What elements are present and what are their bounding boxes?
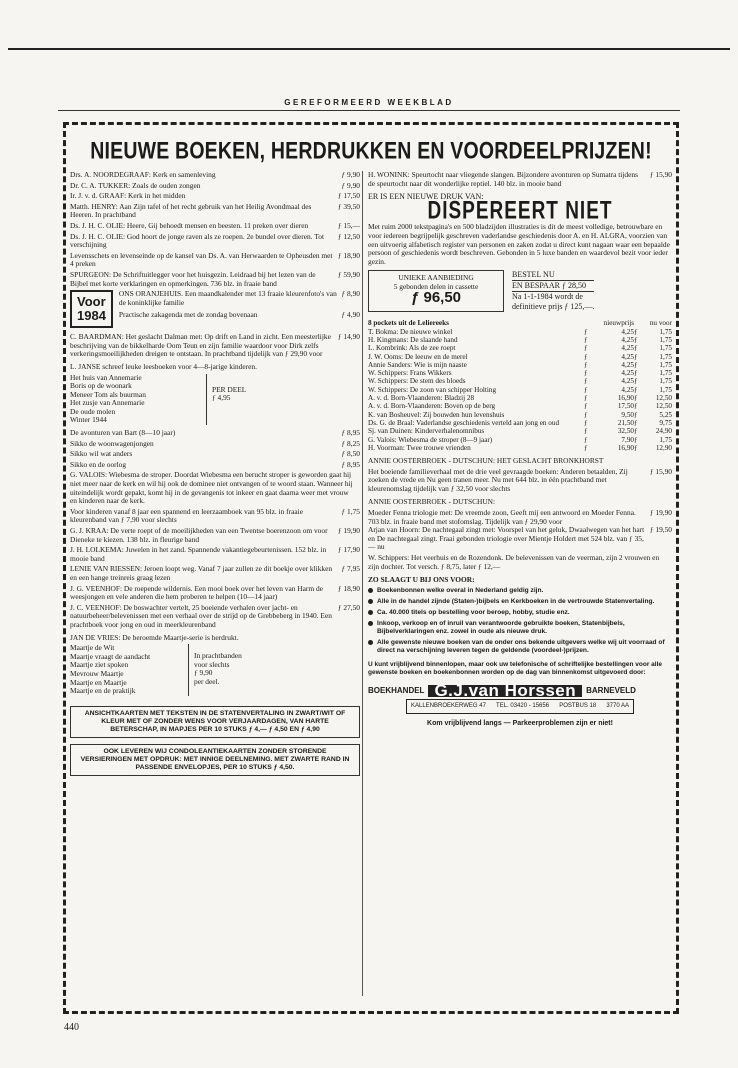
pocket-row xyxy=(368,394,672,402)
janse-intro: L. JANSE schreef leuke leesboeken voor 4—8-jarige kinderen. xyxy=(70,361,257,371)
left-column xyxy=(70,171,360,776)
pocket-now-price: 1,75 xyxy=(659,360,672,369)
pocket-new-price: 4,25 xyxy=(621,377,634,386)
agenda-entry xyxy=(119,311,360,320)
pocket-title: T. Bokma: De nieuwe winkel xyxy=(368,327,453,336)
florin-sign: ƒ xyxy=(634,360,638,369)
col-new-price: nieuwprijs xyxy=(603,319,634,328)
book-entry-price: ƒ 15,— xyxy=(337,220,360,230)
bart-entry-price: ƒ 8,25 xyxy=(341,438,360,448)
pocket-row xyxy=(368,419,672,427)
book-entry-price: ƒ 39,50 xyxy=(337,201,360,211)
book-entry-price: ƒ 9,90 xyxy=(341,170,360,179)
pocket-row xyxy=(368,336,672,344)
col-now-price: nu voor xyxy=(649,319,672,328)
florin-sign: ƒ xyxy=(634,385,638,394)
dispereert-description: Met ruim 2000 tekstpagina's en 500 bladzijden illustraties is dit de meest volledige, betrouwbare en voor iedereen begrijpelijk geschreven vaderlandse geschiedenis door A. en H. ALGRA, voorzien van een uitvoerig alfabetisch register van personen en zaken zodat u direct kunt nagaan waar een bepaalde persoon of geschiedenis wordt beschreven. Gebonden in 5 luxe banden en waardevol bezit voor ieder gezin. xyxy=(368,222,670,266)
postcode: 3770 AA xyxy=(606,703,629,710)
book-entry-price: ƒ 9,90 xyxy=(341,180,360,190)
florin-sign: ƒ xyxy=(634,418,638,427)
book-entry xyxy=(368,554,672,571)
florin-sign: ƒ xyxy=(634,377,638,386)
book-entry-text: Ds. J. H. C. OLIE: Heere, Gij behoedt mensen en beesten. 11 preken over dieren xyxy=(70,220,309,230)
maartje-side-line: In prachtbanden xyxy=(194,651,242,661)
florin-sign: ƒ xyxy=(634,427,638,436)
book-entry-text: LENIE VAN RIESSEN: Jeroen loopt weg. Vanaf 7 jaar zullen ze dit boekje over klikken en een hange treinreis graag lezen xyxy=(70,564,333,582)
pockets-table xyxy=(368,319,672,452)
order-info: U kunt vrijblijvend binnenlopen, maar ook uw telefonische of schriftelijke bestellingen voor alle gewenste boeken en boekenbonnen worden op de dag van binnenkomst uitgevoerd door: xyxy=(368,660,663,676)
book-entry-price: ƒ 27,50 xyxy=(337,602,360,612)
florin-sign: ƒ xyxy=(584,427,588,436)
bart-entry-text: Sikko en de oorlog xyxy=(70,459,127,469)
top-rule xyxy=(8,48,730,50)
bart-entry-price: ƒ 8,95 xyxy=(341,459,360,469)
maartje-title: Maartje de Wit xyxy=(70,643,115,653)
bart-entry xyxy=(70,461,360,470)
pocket-title: W. Schippers: De stem des bloeds xyxy=(368,377,466,386)
left-more-list xyxy=(70,471,360,629)
book-entry-text: J. C. VEENHOF: De boswachter vertelt, 25 boeiende verhalen over jacht- en natuurbeheer/belevenissen met een verhaal over de strijd op de Grebbeberg in 1940. Een prachtboek voor jong en oud in meerkleurenband xyxy=(70,602,332,629)
voor-1984-block xyxy=(70,290,360,328)
annie1-price: ƒ 15,90 xyxy=(649,466,672,476)
pocket-now-price: 1,75 xyxy=(659,435,672,444)
year-label: 1984 xyxy=(77,308,106,324)
pocket-now-price: 1,75 xyxy=(659,352,672,361)
services-list xyxy=(368,587,672,655)
pocket-now-price: 5,25 xyxy=(659,410,672,419)
pocket-title: G. Valois: Wiebesma de stroper (8—9 jaar) xyxy=(368,435,493,444)
florin-sign: ƒ xyxy=(584,344,588,353)
florin-sign: ƒ xyxy=(634,369,638,378)
pocket-row xyxy=(368,344,672,352)
florin-sign: ƒ xyxy=(584,418,588,427)
service-text: Boekenbonnen welke overal in Nederland geldig zijn. xyxy=(377,586,544,594)
florin-sign: ƒ xyxy=(584,410,588,419)
janse-title: De oude molen xyxy=(70,406,116,416)
book-entry-text: Matth. HENRY: Aan Zijn tafel of het recht gebruik van het Heilig Avondmaal des Heeren. In prachtband xyxy=(70,201,312,220)
service-item xyxy=(368,639,672,655)
calendar-price: ƒ 8,90 xyxy=(341,289,360,299)
florin-sign: ƒ xyxy=(634,352,638,361)
voor-1984-label xyxy=(70,290,113,328)
maartje-title: Maartje en Maartje xyxy=(70,677,127,687)
column-divider xyxy=(362,171,363,996)
service-item xyxy=(368,609,672,617)
pocket-new-price: 7,90 xyxy=(621,435,634,444)
right-more-list xyxy=(368,526,672,571)
bart-entry-price: ƒ 8,50 xyxy=(341,449,360,459)
bullet-icon xyxy=(368,610,373,615)
book-entry-price: ƒ 7,95 xyxy=(341,564,360,574)
per-deel-price: ƒ 4,95 xyxy=(212,393,231,403)
pocket-new-price: 16,90 xyxy=(617,443,634,452)
pocket-row xyxy=(368,444,672,452)
pocket-new-price: 17,50 xyxy=(617,402,634,411)
florin-sign: ƒ xyxy=(634,335,638,344)
pocket-title: H. Kingmans: De slaande hand xyxy=(368,335,458,344)
book-entry xyxy=(70,585,360,602)
book-entry xyxy=(70,171,360,180)
book-entry-text: SPURGEON: De Schriftuitlegger voor het huisgezin. Leidraad bij het lezen van de Bijbel met korte verklaringen en opmerkingen. 736 blz. in fraaie band xyxy=(70,269,316,288)
maartje-side-line: ƒ 9,90 xyxy=(194,668,213,678)
pocket-title: A. v. d. Born-Vlaanderen: Boven op de berg xyxy=(368,402,496,411)
maartje-title: Maartje en de praktijk xyxy=(70,686,136,696)
pocket-title: W. Schippers: De zoon van schipper Holting xyxy=(368,385,497,394)
pockets-title: 8 pockets uit de Leliereeks xyxy=(368,319,449,328)
masthead-rule xyxy=(58,110,680,111)
book-entry xyxy=(70,508,360,525)
book-entry xyxy=(368,526,672,552)
florin-sign: ƒ xyxy=(634,344,638,353)
maartje-title: Maartje vraagt de aandacht xyxy=(70,651,151,661)
bullet-icon xyxy=(368,640,373,645)
book-entry-price: ƒ 19,90 xyxy=(337,526,360,535)
pocket-new-price: 4,25 xyxy=(621,335,634,344)
bart-entry xyxy=(70,450,360,459)
postbus: POSTBUS 18 xyxy=(559,703,597,710)
wonink-price: ƒ 15,90 xyxy=(649,170,672,179)
book-entry-text: Ds. J. H. C. OLIE: God hoort de jonge raven als ze roepen. 2e bundel over dieren. Tot verschijning xyxy=(70,231,325,250)
florin-sign: ƒ xyxy=(584,377,588,386)
masthead: GEREFORMEERD WEEKBLAD xyxy=(284,98,454,107)
service-text: Inkoop, verkoop en of inruil van verantwoorde gebruikte boeken, Statenbijbels, Bijbelverklaringen enz. zowel in oude als nieuwe druk. xyxy=(377,619,625,635)
pocket-title: L. Kombrink: Als de zee roept xyxy=(368,344,456,353)
pocket-title: W. Schippers: Frans Wikkers xyxy=(368,369,452,378)
baardman-text: C. BAARDMAN: Het geslacht Dalman met: Op drift en Land in zicht. Een meesterlijke beschrijving van de bikkelharde Oom Teun en zijn familie waardoor voor Dirk zelfs verkeringsmoeilijkheden dreigen te ontstaan. In prachtband tijdelijk van ƒ 29,90 voor xyxy=(70,332,331,359)
pocket-now-price: 1,75 xyxy=(659,327,672,336)
pocket-now-price: 12,90 xyxy=(655,443,672,452)
pocket-now-price: 24,90 xyxy=(655,427,672,436)
book-entry xyxy=(70,222,360,231)
calendar-text: ONS ORANJEHUIS. Een maandkalender met 13 fraaie kleurenfoto's van de koninklijke familie xyxy=(118,289,337,307)
book-entry xyxy=(70,471,360,505)
telephone: TEL. 03420 - 15656 xyxy=(496,703,550,710)
florin-sign: ƒ xyxy=(634,435,638,444)
pocket-new-price: 32,50 xyxy=(617,427,634,436)
page-number: 440 xyxy=(64,1022,79,1033)
logo-left: BOEKHANDEL xyxy=(368,685,425,695)
bart-book-list xyxy=(70,429,360,469)
florin-sign: ƒ xyxy=(584,369,588,378)
save-amount: EN BESPAAR ƒ 28,50 xyxy=(512,280,594,292)
calendar-entry xyxy=(119,290,360,307)
florin-sign: ƒ xyxy=(584,327,588,336)
pocket-new-price: 4,25 xyxy=(621,352,634,361)
book-entry-text: Ir. J. v. d. GRAAF: Kerk in het midden xyxy=(70,191,186,201)
pocket-now-price: 12,50 xyxy=(655,394,672,403)
annie2-title: ANNIE OOSTERBROEK - DUTSCHUN: xyxy=(368,497,496,507)
voor-label: Voor xyxy=(77,294,106,310)
florin-sign: ƒ xyxy=(584,435,588,444)
book-entry xyxy=(70,271,360,288)
book-entry-text: Arjan van Hoorn: De nachtegaal zingt met: Voorspel van het geluk, Dwaalwegen van het hart en De nachtegaal zingt. Fraai gebonden triologie over Mientje Holdert met 524 blz. van ƒ 35,— nu xyxy=(368,525,645,552)
florin-sign: ƒ xyxy=(634,327,638,336)
book-entry-price: ƒ 17,50 xyxy=(337,191,360,201)
service-item xyxy=(368,587,672,595)
service-text: Alle in de handel zijnde (Staten-)bijbels en Kerkboeken in de vertrouwde Statenvertaling. xyxy=(377,597,655,605)
bullet-icon xyxy=(368,599,373,604)
florin-sign: ƒ xyxy=(634,394,638,403)
address-bar xyxy=(406,699,634,714)
book-entry-price: ƒ 59,90 xyxy=(337,269,360,279)
florin-sign: ƒ xyxy=(584,443,588,452)
headline: NIEUWE BOEKEN, HERDRUKKEN EN VOORDEELPRIJZEN! xyxy=(90,137,652,165)
bart-entry-text: De avonturen van Bart (8—10 jaar) xyxy=(70,428,176,438)
pocket-row xyxy=(368,427,672,435)
baardman-entry xyxy=(70,333,360,359)
janse-title: Boris op de woonark xyxy=(70,381,132,391)
services-heading: ZO SLAAGT U BIJ ONS VOOR: xyxy=(368,575,475,585)
pocket-row xyxy=(368,353,672,361)
unique-offer-price: ƒ 96,50 xyxy=(410,288,462,306)
pocket-new-price: 4,25 xyxy=(621,327,634,336)
florin-sign: ƒ xyxy=(584,402,588,411)
maartje-price-note xyxy=(188,644,242,696)
janse-title: Winter 1944 xyxy=(70,415,107,425)
pocket-new-price: 21,50 xyxy=(617,418,634,427)
pocket-title: Annie Sanders: Wie is mijn naaste xyxy=(368,360,467,369)
book-entry xyxy=(70,233,360,250)
pocket-now-price: 1,75 xyxy=(659,344,672,353)
pocket-row xyxy=(368,402,672,410)
shop-logo xyxy=(368,680,672,700)
per-deel-label: PER DEEL xyxy=(212,384,247,394)
right-column xyxy=(368,171,672,729)
janse-title: Het huis van Annemarie xyxy=(70,372,142,382)
maartje-side-line: per deel. xyxy=(194,676,220,686)
pocket-new-price: 4,25 xyxy=(621,385,634,394)
bart-entry-text: Sikko de woonwagenjongen xyxy=(70,438,154,448)
florin-sign: ƒ xyxy=(634,410,638,419)
book-entry-price: ƒ 12,50 xyxy=(337,231,360,241)
pocket-title: J. W. Ooms: De leeuw en de merel xyxy=(368,352,468,361)
logo-right: BARNEVELD xyxy=(586,685,636,695)
janse-title: Meneer Tom als buurman xyxy=(70,389,146,399)
florin-sign: ƒ xyxy=(584,335,588,344)
pocket-title: Sj. van Duinen: Kinderverhalenomnibus xyxy=(368,427,485,436)
book-entry-price: ƒ 18,90 xyxy=(337,583,360,593)
tagline: Kom vrijblijvend langs — Parkeerproblemen zijn er niet! xyxy=(427,720,613,727)
pocket-row xyxy=(368,377,672,385)
pocket-title: Ds. G. de Braal: Vaderlandse geschiedenis verteld aan jong en oud xyxy=(368,418,560,427)
bullet-icon xyxy=(368,588,373,593)
book-entry-text: Dr. C. A. TUKKER: Zoals de ouden zongen xyxy=(70,180,201,190)
wonink-entry xyxy=(368,171,672,188)
bart-entry-price: ƒ 8,95 xyxy=(341,428,360,438)
bart-entry xyxy=(70,429,360,438)
offer-block xyxy=(368,270,672,312)
maartje-title: Mevrouw Maartje xyxy=(70,668,124,678)
annie1-entry xyxy=(368,468,672,494)
new-edition-heading: ER IS EEN NIEUWE DRUK VAN: xyxy=(368,192,484,202)
annie1-text: Het boeiende familieverhaal met de drie veel gevraagde boeken: Anderen betaalden, Zij zoeken de vrede en Nu geen tranen meer. Nu met 644 blz. in één prachtband met kleurenomslag tijdelijk van ƒ 32,50 voor slechts xyxy=(368,466,628,493)
maartje-title: Maartje ziet spoken xyxy=(70,660,129,670)
book-entry-text: G. J. KRAA: De verte roept of de moeilijkheden van een Twentse boerenzoon om voor Dieneke te kiezen. 138 blz. in fleurige band xyxy=(70,526,328,544)
janse-title: Het zusje van Annemarie xyxy=(70,398,145,408)
pocket-new-price: 4,25 xyxy=(621,369,634,378)
annie1-title: ANNIE OOSTERBROEK - DUTSCHUN: HET GESLACHT BRONKHORST xyxy=(368,456,604,466)
book-entry xyxy=(70,192,360,201)
book-entry-price: ƒ 1,75 xyxy=(341,506,360,516)
pocket-now-price: 1,75 xyxy=(659,335,672,344)
maartje-block xyxy=(70,644,360,696)
definitive-price-note: Na 1-1-1984 wordt de xyxy=(512,292,583,302)
pocket-row xyxy=(368,411,672,419)
service-item xyxy=(368,620,672,636)
pocket-title: H. Voorman: Twee trouwe vrienden xyxy=(368,443,471,452)
condoleance-box: OOK LEVEREN WIJ CONDOLEANTIEKAARTEN ZONDER STORENDE VERSIERINGEN MET OPDRUK: MET INNIGE DEELNEMING. MET ZWARTE RAND IN PASSENDE ENVELOPJES, PER 10 STUKS ƒ 4,50. xyxy=(70,744,360,776)
book-entry-price: ƒ 18,90 xyxy=(337,250,360,260)
annie2-price: ƒ 19,90 xyxy=(649,508,672,518)
street: KALLENBROEKERWEG 47 xyxy=(411,703,486,710)
book-entry xyxy=(70,565,360,582)
order-now: BESTEL NU xyxy=(512,270,555,280)
pocket-row xyxy=(368,361,672,369)
pocket-now-price: 1,75 xyxy=(659,369,672,378)
dispereert-title: DISPEREERT NIET xyxy=(427,197,613,225)
book-entry-text: G. VALOIS: Wiebesma de stroper. Doordat Wiebesma een berucht stroper is geworden gaat hij niet meer naar de kerk en wil hij ook de dominee niet ontvangen of te woord staan. Wanneer hij uiteindelijk wordt gepakt, komt hij in de gevangenis tot inkeer en gaat daarna weer met vrouw en kinderen naar de kerk. xyxy=(70,470,353,506)
florin-sign: ƒ xyxy=(584,360,588,369)
unique-offer-title: UNIEKE AANBIEDING xyxy=(398,273,474,283)
bart-entry-text: Sikko wil wat anders xyxy=(70,449,133,459)
book-entry-text: Levensschets en levenseinde op de kansel van Ds. A. van Herwaarden te Opheusden met 4 preken xyxy=(70,250,333,269)
maartje-intro: JAN DE VRIES: De beroemde Maartje-serie is herdrukt. xyxy=(70,632,239,642)
florin-sign: ƒ xyxy=(584,352,588,361)
service-item xyxy=(368,598,672,606)
pocket-new-price: 16,90 xyxy=(617,394,634,403)
florin-sign: ƒ xyxy=(584,394,588,403)
book-entry-text: Voor kinderen vanaf 8 jaar een spannend en leerzaamboek van 95 blz. in fraaie kleurenband van ƒ 7,90 voor slechts xyxy=(70,506,303,525)
pocket-row xyxy=(368,369,672,377)
agenda-text: Practische zakagenda met de zondag bovenaan xyxy=(118,310,258,320)
janse-titles xyxy=(70,374,200,426)
bart-entry xyxy=(70,440,360,449)
book-entry xyxy=(70,182,360,191)
pocket-now-price: 9,75 xyxy=(659,418,672,427)
pocket-now-price: 12,50 xyxy=(655,402,672,411)
book-entry-text: J. H. LOLKEMA: Juwelen in het zand. Spannende vakantiegebeurtenissen. 152 blz. in mooie band xyxy=(70,545,327,563)
bullet-icon xyxy=(368,621,373,626)
unique-offer-sub: 5 gebonden delen in cassette xyxy=(393,281,479,291)
pocket-new-price: 4,25 xyxy=(621,360,634,369)
pocket-title: A. v. d. Born-Vlaanderen: Bladzij 28 xyxy=(368,394,475,403)
book-entry xyxy=(70,546,360,563)
florin-sign: ƒ xyxy=(634,443,638,452)
book-entry-text: Drs. A. NOORDEGRAAF: Kerk en samenleving xyxy=(70,170,216,179)
pocket-now-price: 1,75 xyxy=(659,385,672,394)
unique-offer-box xyxy=(368,270,504,312)
logo-center: G.J.van Horssen xyxy=(428,685,582,698)
maartje-titles xyxy=(70,644,182,696)
service-text: Alle gewenste nieuwe boeken van de onder ons bekende uitgevers welke wij uit voorraad of direct na verschijning leveren tegen de geldende (voordeel-)prijzen. xyxy=(377,638,665,654)
book-entry-price: ƒ 19,50 xyxy=(649,525,672,535)
florin-sign: ƒ xyxy=(634,402,638,411)
annie2-text: Moeder Fenna triologie met: De vreemde zoon, Geeft mij een antwoord en Moeder Fenna. 703 blz. in fraaie band met stofomslag. Tijdelijk van ƒ 29,90 voor xyxy=(368,508,636,526)
pocket-row xyxy=(368,328,672,336)
service-text: Ca. 40.000 titels op bestelling voor beroep, hobby, studie enz. xyxy=(377,608,570,616)
book-entry-text: J. G. VEENHOF: De roepende wildernis. Een mooi boek over het leven van Harm de weesjongen en vele anderen die hem proberen te helpen (10—14 jaar) xyxy=(70,583,323,602)
pocket-row xyxy=(368,436,672,444)
ansichtkaarten-box: ANSICHTKAARTEN MET TEKSTEN IN DE STATENVERTALING IN ZWART/WIT OF KLEUR MET OF ZONDER WENS VOOR VERJAARDAGEN, VAN HARTE BETERSCHAP, IN MAPJES PER 10 STUKS ƒ 4,— ƒ 4,50 EN ƒ 4,90 xyxy=(70,706,360,738)
florin-sign: ƒ xyxy=(584,385,588,394)
pocket-new-price: 9,50 xyxy=(621,410,634,419)
maartje-side-line: voor slechts xyxy=(194,659,230,669)
book-entry xyxy=(70,252,360,269)
book-entry xyxy=(70,203,360,220)
baardman-price: ƒ 14,90 xyxy=(337,332,360,342)
book-entry-price: ƒ 17,90 xyxy=(337,545,360,555)
agenda-price: ƒ 4,90 xyxy=(341,310,360,320)
wonink-text: H. WONINK: Speurtocht naar vliegende slangen. Bijzondere avonturen op Sumatra tijdens de speurtocht naar dit wonderlijke reptiel. 140 blz. in mooie band xyxy=(368,170,638,188)
annie2-entry xyxy=(368,509,672,526)
left-book-list xyxy=(70,171,360,288)
pocket-row xyxy=(368,386,672,394)
pocket-new-price: 4,25 xyxy=(621,344,634,353)
definitive-price: definitieve prijs ƒ 125,—. xyxy=(512,302,595,312)
book-entry xyxy=(70,527,360,544)
pocket-title: K. van Bosheuvel: Zij bouwden hun levenshuis xyxy=(368,410,505,419)
pocket-now-price: 1,75 xyxy=(659,377,672,386)
janse-block xyxy=(70,374,360,426)
book-entry-text: W. Schippers: Het veerhuis en de Rozendonk. De belevenissen van de veerman, zijn 2 vrouwen en zijn dochter. Tot versch. ƒ 8,75, later ƒ 12,— xyxy=(368,553,660,571)
book-entry xyxy=(70,604,360,630)
